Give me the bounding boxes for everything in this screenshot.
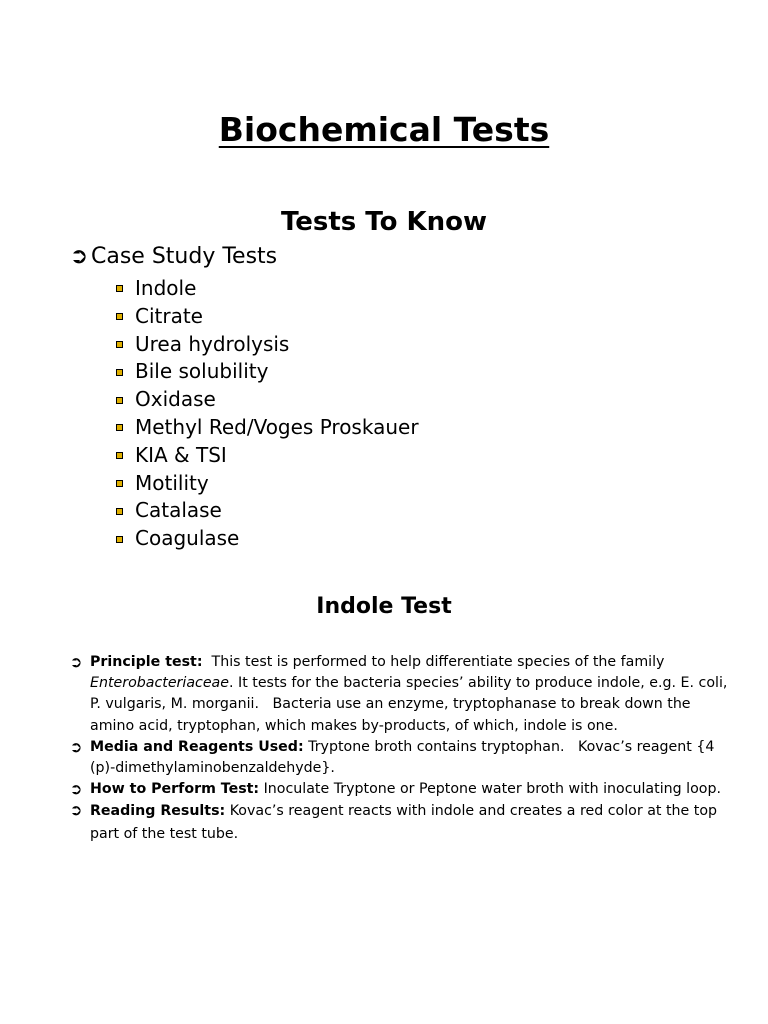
reading-text: Kovac’s reagent reacts with indole and creates a red color at the top part of the test tube.: [90, 803, 722, 842]
case-study-label: Case Study Tests: [91, 244, 278, 269]
list-item: [116, 497, 419, 525]
list-item: [116, 414, 419, 442]
list-item: [116, 442, 419, 470]
test-name: KIA & TSI: [135, 442, 227, 467]
list-item: [116, 525, 419, 553]
tests-to-know-heading: Tests To Know: [280, 207, 488, 237]
document-title: Biochemical Tests: [218, 110, 550, 149]
square-bullet-icon: [116, 424, 123, 431]
media-text: Tryptone broth contains tryptophan. Kovac’s reagent {4 (p)-dimethylaminobenzaldehyde}.: [90, 738, 719, 777]
list-item: [116, 275, 419, 303]
list-item: [116, 303, 419, 331]
perform-item: [68, 779, 728, 800]
principle-family: Enterobacteriaceae: [90, 675, 229, 692]
principle-text-post: . It tests for the bacteria species’ ability to produce indole, e.g. E. coli, P. vulgaris, M. morganii. Bacteria use an enzyme, tryptophanase to break down the amino acid, tryptophan, which makes by-products, of which, indole is one.: [90, 675, 732, 734]
list-item: [116, 386, 419, 414]
test-name: Catalase: [135, 498, 222, 523]
square-bullet-icon: [116, 369, 123, 376]
arrow-bullet-icon: ➲: [69, 737, 83, 756]
media-label: Media and Reagents Used:: [90, 738, 304, 755]
arrow-bullet-icon: ➲: [69, 780, 83, 799]
indole-details-list: [68, 652, 732, 845]
principle-text-pre: This test is performed to help differentiate species of the family: [202, 654, 669, 670]
test-name: Bile solubility: [135, 359, 269, 384]
perform-text: Inoculate Tryptone or Peptone water broth with inoculating loop.: [259, 781, 721, 798]
arrow-bullet-icon: ➲: [69, 801, 83, 820]
arrow-bullet-icon: ➲: [69, 653, 83, 671]
test-name: Methyl Red/Voges Proskauer: [135, 414, 419, 439]
square-bullet-icon: [116, 452, 123, 459]
case-study-tests-item: [68, 242, 277, 272]
indole-test-heading: Indole Test: [316, 594, 452, 619]
test-list: [116, 275, 419, 553]
test-name: Urea hydrolysis: [135, 331, 290, 356]
list-item: [116, 470, 419, 498]
square-bullet-icon: [116, 285, 123, 292]
list-item: [116, 358, 419, 386]
test-name: Coagulase: [135, 526, 240, 551]
square-bullet-icon: [116, 397, 123, 404]
test-name: Citrate: [135, 303, 203, 328]
square-bullet-icon: [116, 536, 123, 543]
test-name: Indole: [135, 276, 197, 300]
perform-label: How to Perform Test:: [90, 781, 260, 798]
principle-label: Principle test:: [90, 654, 203, 670]
test-name: Oxidase: [135, 387, 216, 412]
test-name: Motility: [135, 470, 209, 495]
arrow-bullet-icon: ➲: [69, 244, 89, 269]
principle-item: [68, 652, 732, 737]
reading-label: Reading Results:: [90, 803, 226, 820]
square-bullet-icon: [116, 313, 123, 320]
square-bullet-icon: [116, 508, 123, 515]
list-item: [116, 331, 419, 359]
square-bullet-icon: [116, 480, 123, 487]
reading-item: [68, 800, 728, 845]
square-bullet-icon: [116, 341, 123, 348]
media-item: [68, 737, 728, 779]
